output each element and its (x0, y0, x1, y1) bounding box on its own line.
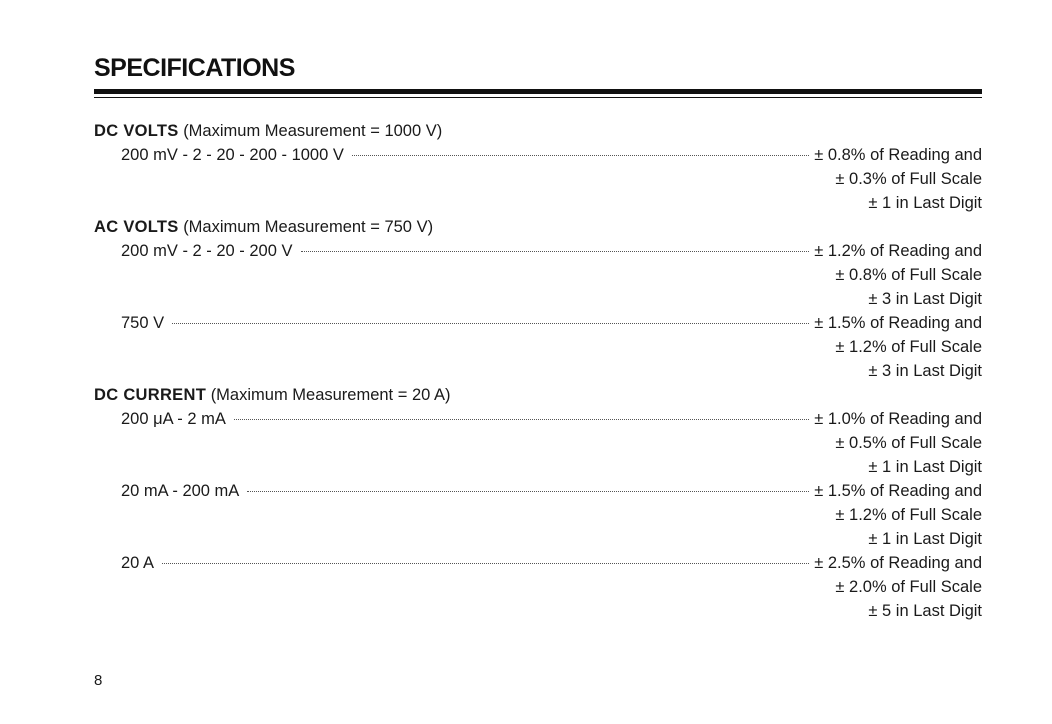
page-number: 8 (94, 672, 103, 689)
accuracy-last-digit: ± 1 in Last Digit (868, 458, 982, 476)
accuracy-reading: ± 0.8% of Reading and (814, 146, 982, 164)
spec-entry (94, 551, 982, 623)
section-ac-volts (94, 215, 982, 383)
accuracy-full-scale: ± 0.8% of Full Scale (835, 266, 982, 284)
dot-leader (172, 323, 809, 324)
title-rule-thick (94, 89, 982, 94)
spec-range: 200 mV - 2 - 20 - 200 - 1000 V (121, 146, 344, 164)
spec-entry (94, 143, 982, 215)
section-dc-current (94, 383, 982, 623)
spec-entry (94, 239, 982, 311)
accuracy-reading: ± 1.2% of Reading and (814, 242, 982, 260)
accuracy-full-scale: ± 1.2% of Full Scale (835, 506, 982, 524)
dot-leader (162, 563, 809, 564)
accuracy-full-scale: ± 0.3% of Full Scale (835, 170, 982, 188)
section-label: AC VOLTS (94, 218, 179, 236)
spec-range: 20 mA - 200 mA (121, 482, 240, 500)
section-heading (94, 215, 982, 239)
spec-range: 750 V (121, 314, 165, 332)
section-note: (Maximum Measurement = 1000 V) (183, 122, 443, 140)
dot-leader (247, 491, 809, 492)
spec-entry (94, 311, 982, 383)
accuracy-last-digit: ± 1 in Last Digit (868, 194, 982, 212)
section-heading (94, 383, 982, 407)
accuracy-last-digit: ± 5 in Last Digit (868, 602, 982, 620)
section-label: DC CURRENT (94, 386, 207, 404)
spec-entry (94, 479, 982, 551)
accuracy-full-scale: ± 1.2% of Full Scale (835, 338, 982, 356)
section-heading (94, 119, 982, 143)
spec-entry (94, 407, 982, 479)
title-rule-thin (94, 97, 982, 98)
spec-range: 200 mV - 2 - 20 - 200 V (121, 242, 293, 260)
dot-leader (352, 155, 809, 156)
specifications-list (94, 119, 982, 623)
spec-range: 200 μA - 2 mA (121, 410, 226, 428)
dot-leader (301, 251, 810, 252)
accuracy-full-scale: ± 2.0% of Full Scale (835, 578, 982, 596)
accuracy-reading: ± 2.5% of Reading and (814, 554, 982, 572)
accuracy-reading: ± 1.0% of Reading and (814, 410, 982, 428)
spec-range: 20 A (121, 554, 155, 572)
section-label: DC VOLTS (94, 122, 179, 140)
section-dc-volts (94, 119, 982, 215)
accuracy-full-scale: ± 0.5% of Full Scale (835, 434, 982, 452)
accuracy-reading: ± 1.5% of Reading and (814, 482, 982, 500)
accuracy-last-digit: ± 3 in Last Digit (868, 362, 982, 380)
dot-leader (234, 419, 809, 420)
section-note: (Maximum Measurement = 20 A) (210, 386, 451, 404)
section-note: (Maximum Measurement = 750 V) (183, 218, 434, 236)
accuracy-last-digit: ± 3 in Last Digit (868, 290, 982, 308)
accuracy-last-digit: ± 1 in Last Digit (868, 530, 982, 548)
accuracy-reading: ± 1.5% of Reading and (814, 314, 982, 332)
page-title: SPECIFICATIONS (94, 54, 295, 82)
